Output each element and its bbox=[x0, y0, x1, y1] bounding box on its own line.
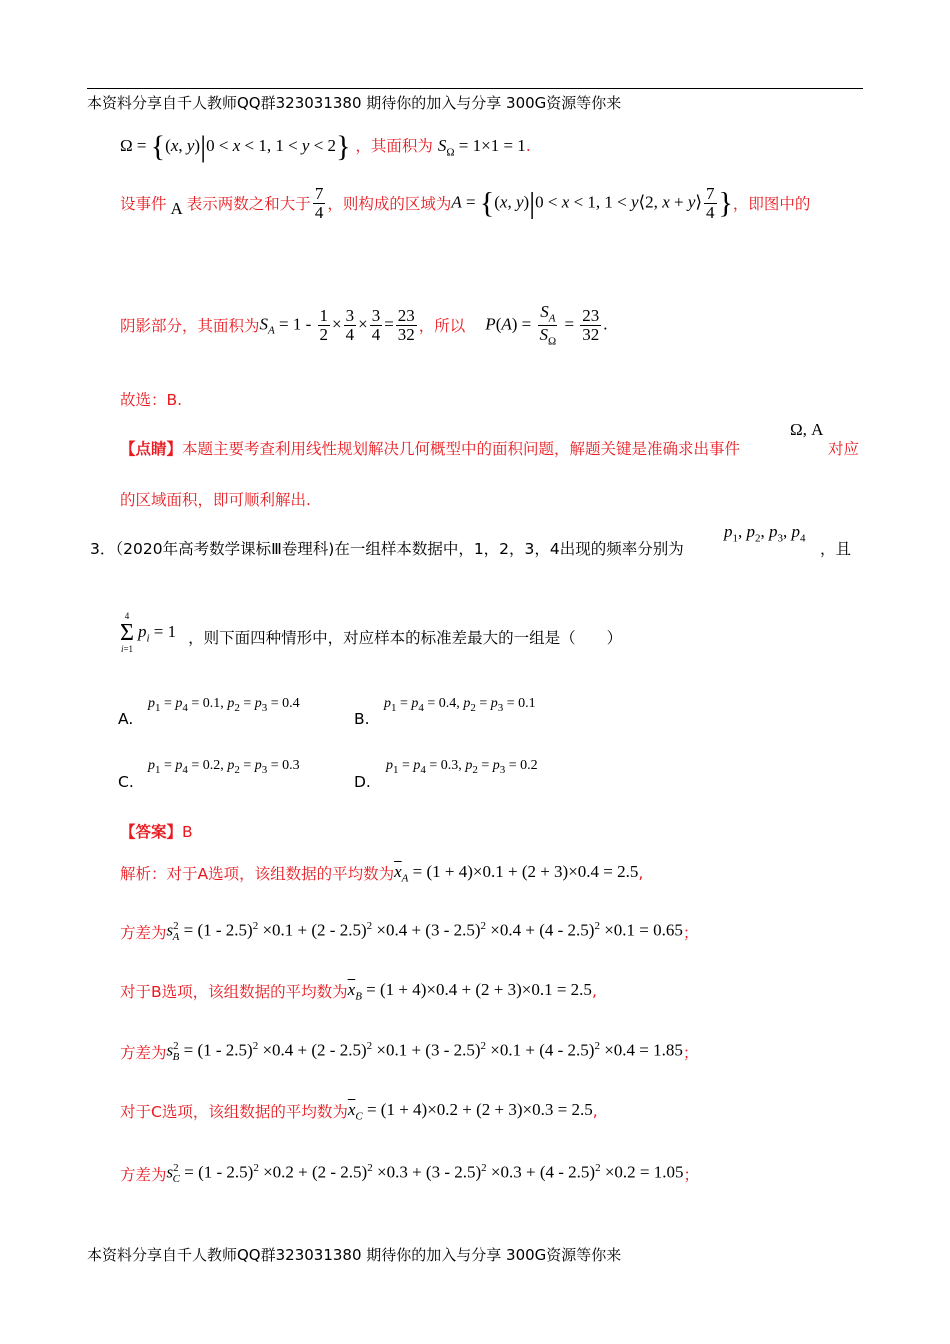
analysis-text: 对于B选项，该组数据的平均数为 bbox=[120, 983, 348, 1002]
comment-line1 bbox=[120, 437, 740, 459]
question-stem2: ，则下面四种情形中，对应样本的标准差最大的一组是（ ） bbox=[188, 629, 623, 647]
page-header: 本资料分享自千人教师QQ群323031380 期待你的加入与分享 300G资源等你来 bbox=[87, 94, 622, 112]
answer-tag: 【答案】 bbox=[120, 823, 183, 841]
question-source: （2020年高考数学课标Ⅲ卷理科) bbox=[115, 540, 335, 558]
comment-text2: 对应 bbox=[828, 440, 860, 458]
analysis-end: , bbox=[591, 982, 597, 1001]
sum-formula: 4 Σ i=1 $p_i = 1$ bbox=[120, 611, 177, 654]
mean-c-formula: $\overline{x}_C = (1 + 4)\times 0.2 + (2 + 3)\times 0.3 = 2.5$ bbox=[347, 1100, 593, 1123]
analysis-end: , bbox=[638, 864, 644, 883]
event-set-formula: A = {(x, y)|0 < x < 1, 1 < y⟨2, x + y⟩ $\frac{7}{4}$ } bbox=[451, 184, 733, 222]
question-number: 3． bbox=[90, 540, 116, 558]
omega-set-formula: Ω = {(x, y)|0 < x < 1, 1 < y < 2} bbox=[120, 130, 351, 163]
answer-line bbox=[120, 820, 193, 842]
event-fraction: $\frac{7}{4}$ bbox=[314, 184, 324, 222]
analysis-line-6 bbox=[120, 1162, 699, 1185]
analysis-text: 解析：对于A选项，该组数据的平均数为 bbox=[120, 865, 395, 884]
option-a-formula: $p_1 = p_4 = 0.1$, $p_2 = p_3 = 0.4$ bbox=[148, 696, 300, 714]
omega-area-formula: $S_\Omega = 1\times 1 = 1$ bbox=[437, 135, 526, 159]
var-b-formula: $s^2_B = (1 - 2.5)^2 \times 0.4 + (2 - 2.5)^2 \times 0.1 + (3 - 2.5)^2 \times 0.1 + (4 - 2.5)^2 \times 0.4 = 1.85$ bbox=[166, 1040, 683, 1064]
so-text: ，所以 bbox=[418, 317, 466, 336]
analysis-end: ； bbox=[682, 1043, 699, 1062]
comment-symbols: Ω, A bbox=[790, 420, 824, 439]
var-a-formula: $s^2_A = (1 - 2.5)^2 \times 0.1 + (2 - 2.5)^2 \times 0.4 + (3 - 2.5)^2 \times 0.4 + (4 - 2.5)^2 \times 0.1 = 0.65$ bbox=[166, 920, 683, 944]
comment-tag: 【点睛】 bbox=[120, 440, 183, 458]
event-text2: 表示两数之和大于 bbox=[186, 195, 311, 214]
analysis-line-5 bbox=[120, 1100, 598, 1122]
event-text3: ，则构成的区域为 bbox=[327, 195, 452, 214]
mean-b-formula: $\overline{x}_B = (1 + 4)\times 0.4 + (2 + 3)\times 0.1 = 2.5$ bbox=[347, 980, 592, 1003]
analysis-text: 方差为 bbox=[120, 1165, 167, 1184]
option-d-label: D. bbox=[354, 773, 371, 791]
header-rule bbox=[87, 88, 863, 89]
event-text4: ，即图中的 bbox=[732, 195, 811, 214]
analysis-end: ； bbox=[682, 923, 699, 942]
var-c-formula: $s^2_C = (1 - 2.5)^2 \times 0.2 + (2 - 2.5)^2 \times 0.3 + (3 - 2.5)^2 \times 0.3 + (4 - 2.5)^2 \times 0.2 = 1.05$ bbox=[166, 1162, 684, 1186]
option-d-formula: $p_1 = p_4 = 0.3$, $p_2 = p_3 = 0.2$ bbox=[386, 758, 538, 776]
option-b-formula: $p_1 = p_4 = 0.4$, $p_2 = p_3 = 0.1$ bbox=[384, 696, 536, 714]
answer-value: B bbox=[182, 823, 193, 841]
option-c-formula: $p_1 = p_4 = 0.2$, $p_2 = p_3 = 0.3$ bbox=[148, 758, 300, 776]
period: . bbox=[525, 136, 531, 155]
mean-a-formula: $\overline{x}_A = (1 + 4)\times 0.1 + (2 + 3)\times 0.4 = 2.5$ bbox=[394, 862, 639, 885]
analysis-end: ； bbox=[683, 1165, 700, 1184]
analysis-line-2 bbox=[120, 920, 698, 943]
option-a-label: A. bbox=[118, 710, 134, 728]
option-c-label: C. bbox=[118, 773, 134, 791]
comment-line2: 的区域面积，即可顺利解出. bbox=[120, 491, 311, 509]
shade-line bbox=[120, 303, 608, 348]
analysis-text: 对于C选项，该组数据的平均数为 bbox=[120, 1103, 348, 1122]
event-line bbox=[120, 185, 810, 222]
analysis-text: 方差为 bbox=[120, 1043, 167, 1062]
event-text: 设事件 bbox=[120, 195, 167, 214]
question-stem1: 在一组样本数据中，1，2，3，4出现的频率分别为 bbox=[334, 540, 684, 558]
sum-line bbox=[120, 612, 622, 654]
omega-area-text: ，其面积为 bbox=[355, 136, 433, 155]
analysis-line-4 bbox=[120, 1040, 698, 1063]
shade-formula: $S_A = 1$ - $\frac{1}{2}$ × $\frac{3}{4}$ × $\frac{3}{4}$ = $\frac{23}{32}$ bbox=[259, 306, 415, 344]
analysis-text: 方差为 bbox=[120, 923, 167, 942]
option-b-label: B. bbox=[354, 710, 370, 728]
analysis-end: , bbox=[592, 1102, 598, 1121]
omega-line bbox=[120, 132, 531, 162]
question-3-stem bbox=[90, 537, 684, 559]
freq-formula: $p_1$, $p_2$, $p_3$, $p_4$ bbox=[724, 522, 806, 545]
analysis-line-1 bbox=[120, 862, 643, 884]
page-footer: 本资料分享自千人教师QQ群323031380 期待你的加入与分享 300G资源等你来 bbox=[87, 1246, 622, 1264]
conclusion: 故选：B. bbox=[120, 391, 183, 409]
prob-formula: P(A) = $\frac{S_A}{S_\Omega}$ = $\frac{23}{32}$ . bbox=[485, 302, 608, 348]
event-letter: A bbox=[170, 199, 183, 219]
analysis-line-3 bbox=[120, 980, 597, 1002]
shade-text: 阴影部分，其面积为 bbox=[120, 317, 260, 336]
comment-text1: 本题主要考查利用线性规划解决几何概型中的面积问题，解题关键是准确求出事件 bbox=[182, 440, 741, 458]
question-stem1-end: ，且 bbox=[820, 540, 852, 558]
